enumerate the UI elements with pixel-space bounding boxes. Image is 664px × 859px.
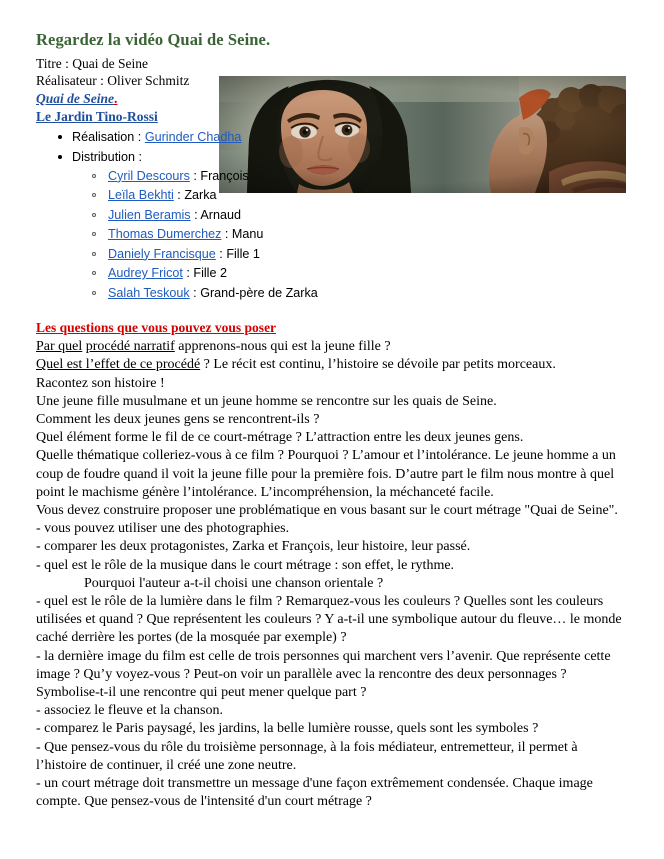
header-block (36, 55, 628, 304)
question-2-rest: ? Le récit est continu, l’histoire se dévoile par petits morceaux. (203, 357, 556, 373)
cast-role: Grand-père de Zarka (200, 285, 318, 300)
distribution-label: Distribution : (72, 149, 142, 164)
question-line-2 (36, 356, 628, 374)
question-1-underline-a: Par quel (36, 339, 83, 355)
cast-separator: : (182, 266, 194, 281)
question-line-4: Une jeune fille musulmane et un jeune homme se rencontre sur les quais de Seine. (36, 393, 497, 409)
cast-separator: : (190, 207, 201, 222)
paragraph-troisieme-personnage: - Que pensez-vous du rôle du troisième personnage, à la fois médiateur, entremetteur, il permet à l’histoire de continuer, il créé une zone neutre. (36, 739, 578, 773)
cast-separator: : (189, 168, 201, 183)
list-item (72, 264, 628, 284)
list-item (72, 245, 628, 265)
page-title: Regardez la vidéo Quai de Seine. (36, 30, 271, 49)
cast-actor-link[interactable]: Cyril Descours (108, 168, 190, 183)
question-1-underline-b: procédé narratif (85, 339, 175, 355)
cast-actor-link[interactable]: Daniely Francisque (108, 246, 216, 261)
bullet-comparer-protagonistes: - comparer les deux protagonistes, Zarka et François, leur histoire, leur passé. (36, 539, 471, 555)
link-jardin-tino-rossi[interactable]: Le Jardin Tino-Rossi (36, 108, 158, 124)
questions-section (36, 319, 628, 811)
link-quai-de-seine[interactable]: Quai de Seine (36, 90, 115, 106)
paragraph-condense: - un court métrage doit transmettre un message d'une façon extrêmement condensée. Chaque image compte. Que pensez-vous de l'intensité d'un court métrage ? (36, 776, 593, 810)
question-line-5: Comment les deux jeunes gens se rencontrent-ils ? (36, 411, 320, 427)
cast-actor-link[interactable]: Thomas Dumerchez (108, 227, 222, 242)
list-item (72, 284, 628, 304)
list-item (72, 206, 628, 226)
cast-separator: : (189, 285, 201, 300)
cast-role: Fille 1 (226, 246, 260, 261)
paragraph-derniere-image: - la dernière image du film est celle de trois personnes qui marchent vers l’avenir. Que représente cette image ? Qu’y voyez-vous ? Peut-on voir un parallèle avec la rencontre des deux personnages ? Symbolise-t-il une rencontre qui peut mener quelque part ? (36, 648, 611, 700)
director-line: Réalisateur : Oliver Schmitz (36, 72, 190, 88)
cast-role: Manu (231, 227, 264, 242)
cast-role: Fille 2 (193, 266, 227, 281)
bullet-photographies: - vous pouvez utiliser une des photographies. (36, 521, 290, 537)
hollow-bullet-icon (92, 252, 96, 256)
questions-heading: Les questions que vous pouvez vous poser (36, 320, 277, 336)
link-gurinder-chadha[interactable]: Gurinder Chadha (144, 129, 242, 144)
cast-actor-link[interactable]: Salah Teskouk (108, 285, 190, 300)
question-line-1 (36, 338, 628, 356)
credits-list (36, 128, 628, 304)
cast-separator: : (173, 188, 185, 203)
realisation-label: Réalisation : (72, 129, 145, 144)
hollow-bullet-icon (92, 232, 96, 236)
cast-role: Zarka (184, 188, 217, 203)
bullet-role-musique: - quel est le rôle de la musique dans le court métrage : son effet, le rythme. (36, 557, 455, 573)
bullet-paris-paysage: - comparez le Paris paysagé, les jardins, la belle lumière rousse, quels sont les symboles ? (36, 721, 539, 737)
cast-actor-link[interactable]: Julien Beramis (108, 207, 191, 222)
cast-actor-link[interactable]: Leïla Bekhti (108, 188, 174, 203)
paragraph-problematique: Vous devez construire proposer une problématique en vous basant sur le court métrage "Quai de Seine". (36, 502, 618, 518)
film-title-line: Titre : Quai de Seine (36, 55, 148, 71)
bullet-icon (58, 155, 62, 159)
list-item (72, 225, 628, 245)
question-line-3: Racontez son histoire ! (36, 375, 165, 391)
cast-role: Arnaud (200, 207, 242, 222)
indented-question-chanson: Pourquoi l'auteur a-t-il choisi une chanson orientale ? (84, 575, 384, 591)
cast-role: François (200, 168, 249, 183)
hollow-bullet-icon (92, 174, 96, 178)
list-item-distribution (36, 148, 628, 304)
cast-separator: : (215, 246, 227, 261)
paragraph-lumiere: - quel est le rôle de la lumière dans le film ? Remarquez-vous les couleurs ? Quelles sont les couleurs utilisées et quand ? Que représentent les couleurs ? Y a-t-il une symbolique autour du fleuve… le monde caché derrière les portes (de la mosquée par exemple) ? (36, 593, 622, 646)
hollow-bullet-icon (92, 193, 96, 197)
hollow-bullet-icon (92, 291, 96, 295)
list-item-realisation (36, 128, 628, 147)
question-2-underline: Quel est l’effet de ce procédé (36, 357, 201, 373)
list-item (72, 167, 628, 187)
bullet-fleuve-chanson: - associez le fleuve et la chanson. (36, 703, 223, 719)
bullet-icon (58, 135, 62, 139)
cast-separator: : (221, 227, 232, 242)
question-line-6: Quel élément forme le fil de ce court-métrage ? L’attraction entre les deux jeunes gens. (36, 430, 524, 446)
cast-actor-link[interactable]: Audrey Fricot (108, 266, 183, 281)
list-item (72, 186, 628, 206)
paragraph-thematique: Quelle thématique colleriez-vous à ce film ? Pourquoi ? L’amour et l’intolérance. Le jeune homme a un coup de foudre quand il voit la jeune fille pour la première fois. D’autre part le film nous montre à quel point le machisme génère l’intolérance. L’incompréhension, la méchanceté facile. (36, 448, 616, 500)
link-trailing-dot: . (114, 90, 118, 106)
hollow-bullet-icon (92, 271, 96, 275)
hollow-bullet-icon (92, 213, 96, 217)
question-1-rest: apprenons-nous qui est la jeune fille ? (178, 339, 391, 355)
cast-list (72, 167, 628, 304)
